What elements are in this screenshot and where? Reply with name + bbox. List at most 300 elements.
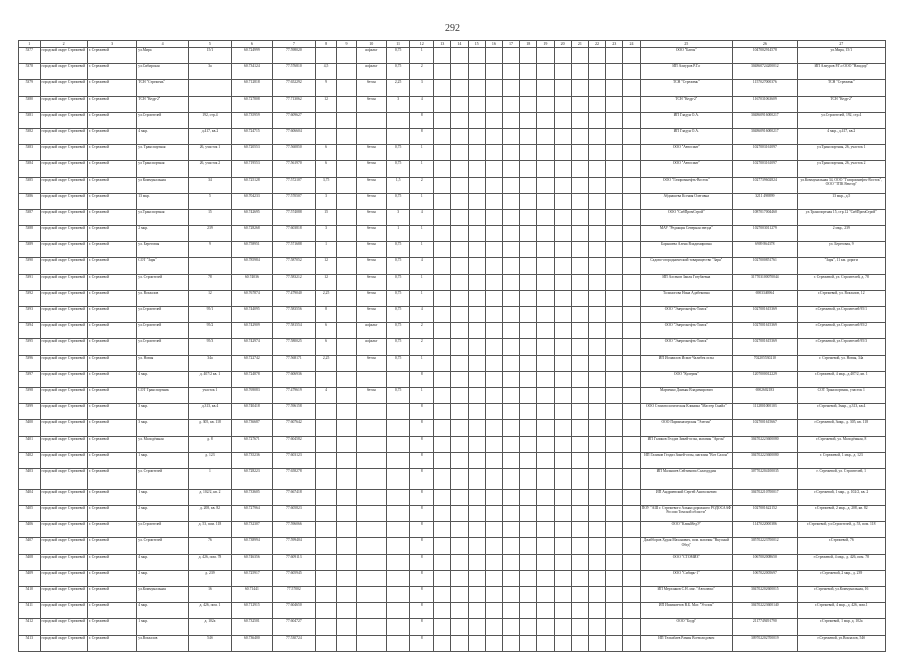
table-cell [485, 635, 502, 651]
column-number-header: 24 [623, 41, 640, 48]
table-cell: 3 [410, 80, 434, 96]
table-cell [315, 371, 337, 387]
table-cell: ул. Транспортная [137, 145, 189, 161]
table-cell [468, 96, 485, 112]
table-cell [623, 48, 640, 64]
table-cell [451, 161, 468, 177]
table-cell: 5393 [19, 307, 41, 323]
table-cell: 0,75 [386, 48, 410, 64]
table-cell [315, 436, 337, 452]
registry-table [18, 40, 886, 652]
table-cell: городской округ Стрежевой [40, 538, 87, 554]
table-cell: 1 [410, 242, 434, 258]
table-cell [356, 420, 386, 436]
table-cell: 192, стр.4 [188, 112, 231, 128]
table-cell [337, 145, 356, 161]
table-cell [356, 452, 386, 468]
table-cell: 0,75 [386, 339, 410, 355]
table-cell [520, 489, 537, 505]
table-cell [623, 145, 640, 161]
table-cell [502, 420, 519, 436]
table-cell: г. Стрежевой [87, 603, 136, 619]
table-cell: д. 426, пом. 1 [188, 603, 231, 619]
table-cell: 60.74036 [231, 274, 272, 290]
table-row [19, 587, 886, 603]
table-cell: ООО "КлинМедЭ" [640, 522, 733, 538]
table-cell [520, 355, 537, 371]
table-cell [434, 307, 451, 323]
table-cell [606, 161, 623, 177]
table-cell [434, 80, 451, 96]
table-cell [520, 128, 537, 144]
table-cell [588, 506, 605, 522]
table-row [19, 290, 886, 306]
table-cell [537, 387, 554, 403]
table-cell: 2117749491790 [733, 619, 798, 635]
table-cell [468, 339, 485, 355]
table-cell [537, 96, 554, 112]
table-cell [468, 307, 485, 323]
table-cell [588, 468, 605, 489]
table-cell [315, 554, 337, 570]
table-cell [337, 538, 356, 554]
table-cell [606, 489, 623, 505]
table-cell: г. Стрежевой [87, 307, 136, 323]
table-cell [554, 371, 571, 387]
table-cell [520, 307, 537, 323]
table-cell [537, 177, 554, 193]
table-cell [502, 64, 519, 80]
table-cell: 1027001615369 [733, 323, 798, 339]
table-cell [571, 404, 588, 420]
table-cell [606, 468, 623, 489]
table-cell: городской округ Стрежевой [40, 506, 87, 522]
table-cell: 95/3 [188, 339, 231, 355]
table-cell: 309702202700019 [733, 635, 798, 651]
table-cell: г. Стрежевой [87, 587, 136, 603]
table-cell [537, 209, 554, 225]
table-cell [606, 290, 623, 306]
table-cell [537, 145, 554, 161]
table-cell: 77.576810 [272, 64, 315, 80]
table-cell [434, 290, 451, 306]
table-row [19, 387, 886, 403]
table-cell [520, 554, 537, 570]
column-number-header: 3 [87, 41, 136, 48]
table-cell [520, 570, 537, 586]
table-row [19, 522, 886, 538]
table-cell: 5377 [19, 48, 41, 64]
table-cell: 60.727671 [231, 436, 272, 452]
table-cell [537, 570, 554, 586]
table-cell [502, 48, 519, 64]
table-cell [386, 554, 410, 570]
table-cell [554, 177, 571, 193]
table-cell: 1157027000376 [733, 80, 798, 96]
table-cell: 77.572107 [272, 177, 315, 193]
table-cell: 77.479040 [272, 290, 315, 306]
table-cell: 3,75 [315, 177, 337, 193]
column-number-header-row [19, 41, 886, 48]
table-cell [502, 177, 519, 193]
table-cell [520, 452, 537, 468]
table-cell: 304702202600015 [733, 587, 798, 603]
table-cell: ООО "Газпромнефть-Восток" [640, 177, 733, 193]
table-cell: ООО "Энергонефть-Томск" [640, 307, 733, 323]
table-cell: 305702223700012 [733, 538, 798, 554]
table-cell: городской округ Стрежевой [40, 355, 87, 371]
table-cell: ул.Транспортная 15, стр.12 "СибПромСтрой" [797, 209, 885, 225]
table-cell [356, 404, 386, 420]
table-cell [337, 587, 356, 603]
table-cell [502, 242, 519, 258]
table-cell [434, 193, 451, 209]
table-cell [485, 603, 502, 619]
table-cell: ул. Строителей [137, 538, 189, 554]
table-cell: городской округ Стрежевой [40, 177, 87, 193]
table-cell: г.Стрежевой, ул. Молодёжная, 8 [797, 436, 885, 452]
table-cell [571, 570, 588, 586]
table-cell [451, 64, 468, 80]
table-cell [451, 452, 468, 468]
table-row [19, 436, 886, 452]
table-cell: 5396 [19, 355, 41, 371]
table-cell [451, 635, 468, 651]
table-cell [468, 242, 485, 258]
table-cell [554, 48, 571, 64]
table-cell: 8 [410, 404, 434, 420]
table-cell [468, 209, 485, 225]
table-cell: городской округ Стрежевой [40, 404, 87, 420]
table-cell [434, 538, 451, 554]
table-cell [606, 258, 623, 274]
table-cell: г. Стрежевой [87, 161, 136, 177]
table-cell [554, 161, 571, 177]
table-cell [337, 161, 356, 177]
table-cell: 4,5 [315, 64, 337, 80]
table-cell [588, 177, 605, 193]
table-cell [554, 80, 571, 96]
table-cell [337, 371, 356, 387]
table-cell: г.Стрежевой, ул.Строителей, д. 53, пом. 118 [797, 522, 885, 538]
table-cell: 8 [410, 128, 434, 144]
table-cell: г.Стрежевой, 3мкр., д. 305, кв. 118 [797, 420, 885, 436]
table-cell: д. 8 [188, 436, 231, 452]
table-cell: 304860916000217 [733, 112, 798, 128]
table-cell [468, 603, 485, 619]
table-cell: 0,75 [386, 323, 410, 339]
table-cell: бетон [356, 307, 386, 323]
table-cell: г. Стрежевой [87, 452, 136, 468]
table-cell: ТСН "Стрежень" [797, 80, 885, 96]
table-cell: 5389 [19, 242, 41, 258]
table-cell: ООО Парикмахерская "Элегия" [640, 420, 733, 436]
table-cell: ИП Мерзляков С.Н. маг. "Автолюкс" [640, 587, 733, 603]
table-row [19, 355, 886, 371]
table-cell [623, 404, 640, 420]
table-cell [571, 307, 588, 323]
table-cell: д. 102а [188, 619, 231, 635]
table-cell [537, 242, 554, 258]
table-cell [623, 570, 640, 586]
table-cell [571, 452, 588, 468]
table-cell: 60.785984 [231, 258, 272, 274]
table-cell: г. Стрежевой [87, 339, 136, 355]
table-cell [623, 177, 640, 193]
table-cell [451, 355, 468, 371]
table-cell: ул. Новая [137, 355, 189, 371]
table-cell [337, 635, 356, 651]
table-cell [606, 506, 623, 522]
table-cell: городской округ Стрежевой [40, 290, 87, 306]
table-cell: 60.740418 [231, 404, 272, 420]
table-cell [434, 64, 451, 80]
table-cell: 60.735236 [231, 452, 272, 468]
table-cell: бетон [356, 290, 386, 306]
table-cell [571, 161, 588, 177]
table-cell [537, 355, 554, 371]
table-cell [502, 226, 519, 242]
table-cell [520, 420, 537, 436]
table-cell: городской округ Стрежевой [40, 522, 87, 538]
table-cell [434, 161, 451, 177]
table-cell [520, 619, 537, 635]
table-cell [356, 128, 386, 144]
table-cell: 12 [315, 274, 337, 290]
table-cell [606, 48, 623, 64]
table-cell: городской округ Стрежевой [40, 587, 87, 603]
table-cell: ООО "Сибирь-1" [640, 570, 733, 586]
table-cell: ТСН "Стрежень" [640, 80, 733, 96]
table-cell: г. Стрежевой [87, 506, 136, 522]
table-row [19, 404, 886, 420]
table-cell [468, 177, 485, 193]
table-cell [337, 242, 356, 258]
table-cell: 8 [410, 603, 434, 619]
table-cell [520, 112, 537, 128]
table-cell: 4 мкр., д.417, кв.2 [797, 128, 885, 144]
table-cell: 60.733605 [231, 489, 272, 505]
table-cell: 77.605945 [272, 570, 315, 586]
column-number-header: 5 [188, 41, 231, 48]
table-cell [554, 64, 571, 80]
table-cell [520, 339, 537, 355]
table-cell [434, 339, 451, 355]
table-cell: 5378 [19, 64, 41, 80]
table-cell [451, 387, 468, 403]
table-cell: ИП Галиков Гелдиз Зикей-оглы, магазин "Вот Салон" [640, 452, 733, 468]
table-cell [537, 603, 554, 619]
table-cell [537, 468, 554, 489]
table-cell [451, 226, 468, 242]
table-cell: 77.571688 [272, 242, 315, 258]
table-cell: г. Стрежевой [87, 355, 136, 371]
table-cell: 1 [386, 226, 410, 242]
table-cell [386, 522, 410, 538]
table-cell: Джабборов Худая Маханович, пом. магазин "Вкусный Обед" [640, 538, 733, 554]
table-cell: ООО "Автосинт" [640, 145, 733, 161]
table-cell [571, 587, 588, 603]
table-cell: г. Стрежевой [87, 468, 136, 489]
table-cell [571, 603, 588, 619]
table-cell [588, 274, 605, 290]
table-cell [588, 404, 605, 420]
table-cell [468, 355, 485, 371]
table-cell [606, 436, 623, 452]
table-cell [434, 355, 451, 371]
table-cell: г. Стрежевой [87, 436, 136, 452]
table-cell: 34а [188, 355, 231, 371]
table-cell [485, 128, 502, 144]
table-cell: ул.Строителей [137, 112, 189, 128]
table-cell: 1027739602824 [733, 177, 798, 193]
table-cell [337, 226, 356, 242]
table-cell [485, 554, 502, 570]
table-cell [623, 274, 640, 290]
table-cell [451, 128, 468, 144]
table-cell [485, 226, 502, 242]
table-cell: 60.738994 [231, 538, 272, 554]
table-cell [623, 355, 640, 371]
table-cell: городской округ Стрежевой [40, 226, 87, 242]
table-cell: 60.728223 [231, 468, 272, 489]
table-cell: 5384 [19, 161, 41, 177]
table-cell [554, 193, 571, 209]
table-cell [315, 468, 337, 489]
table-cell [337, 619, 356, 635]
table-cell [623, 323, 640, 339]
table-cell: г. Стрежевой [87, 209, 136, 225]
table-cell: асфальт [356, 48, 386, 64]
table-cell: 5380 [19, 96, 41, 112]
table-cell: 5387 [19, 209, 41, 225]
table-row [19, 48, 886, 64]
table-cell: 8 [410, 635, 434, 651]
table-cell: 3 мкр. [137, 404, 189, 420]
table-cell [606, 145, 623, 161]
table-cell: д. 102/2, кв. 2 [188, 489, 231, 505]
table-cell: 4 [315, 387, 337, 403]
table-cell [337, 522, 356, 538]
table-cell [554, 404, 571, 420]
table-cell: 5404 [19, 489, 41, 505]
table-cell [554, 323, 571, 339]
table-cell: 5382 [19, 128, 41, 144]
table-cell: 0,75 [386, 258, 410, 274]
table-row [19, 570, 886, 586]
table-cell [588, 452, 605, 468]
column-number-header: 14 [451, 41, 468, 48]
table-cell [337, 193, 356, 209]
table-cell: городской округ Стрежевой [40, 274, 87, 290]
table-cell: 60.742695 [231, 209, 272, 225]
table-cell [606, 80, 623, 96]
table-cell [588, 339, 605, 355]
table-cell: 77.561970 [272, 161, 315, 177]
table-cell [315, 48, 337, 64]
table-cell [485, 64, 502, 80]
table-cell [451, 371, 468, 387]
table-row [19, 635, 886, 651]
table-cell [588, 80, 605, 96]
table-cell: 77.583556 [272, 307, 315, 323]
table-cell: 60.725917 [231, 570, 272, 586]
table-cell: городской округ Стрежевой [40, 619, 87, 635]
table-cell [502, 635, 519, 651]
table-cell: д. 426, пом. 78 [188, 554, 231, 570]
table-cell [485, 307, 502, 323]
table-cell: г. Стрежевой [87, 128, 136, 144]
table-cell: 5408 [19, 554, 41, 570]
table-cell [571, 339, 588, 355]
table-cell [537, 635, 554, 651]
table-cell [315, 489, 337, 505]
table-cell: 13 мкр. [137, 193, 189, 209]
table-cell [337, 506, 356, 522]
table-cell [502, 193, 519, 209]
table-cell [623, 226, 640, 242]
table-cell [502, 371, 519, 387]
table-cell [554, 307, 571, 323]
table-cell: 8 [315, 307, 337, 323]
table-cell: 12 [315, 96, 337, 112]
table-cell [315, 112, 337, 128]
table-cell: 60.725128 [231, 177, 272, 193]
table-cell [606, 339, 623, 355]
table-cell [588, 554, 605, 570]
table-cell: городской округ Стрежевой [40, 339, 87, 355]
table-cell: 60.724878 [231, 371, 272, 387]
table-cell [554, 587, 571, 603]
table-cell [520, 96, 537, 112]
table-cell [502, 80, 519, 96]
table-cell [588, 290, 605, 306]
table-cell [356, 436, 386, 452]
table-cell: 77.604582 [272, 436, 315, 452]
table-cell: 8 [410, 538, 434, 554]
table-cell [468, 258, 485, 274]
table-cell [571, 619, 588, 635]
table-cell [337, 554, 356, 570]
table-cell: 9 [315, 80, 337, 96]
table-cell [588, 226, 605, 242]
table-cell: 2 [410, 339, 434, 355]
table-cell [606, 570, 623, 586]
table-cell [537, 452, 554, 468]
table-cell: 1207000012229 [733, 371, 798, 387]
table-cell: 77.574088 [272, 209, 315, 225]
table-cell: 60.746356 [231, 554, 272, 570]
table-cell [337, 355, 356, 371]
table-cell [502, 209, 519, 225]
table-cell: г.Стрежевой, 76 [797, 538, 885, 554]
table-cell: городской округ Стрежевой [40, 570, 87, 586]
table-cell: 77.598020 [272, 48, 315, 64]
table-cell: Тольмогова Нина Адабековна [640, 290, 733, 306]
table-cell: 8 [410, 489, 434, 505]
table-cell: городской округ Стрежевой [40, 161, 87, 177]
table-cell: 2 мкр. [137, 226, 189, 242]
table-cell: г. Стрежевой [87, 489, 136, 505]
table-cell: бетон [356, 161, 386, 177]
table-cell: ИП Андриевский Сергей Анатольевич [640, 489, 733, 505]
table-cell: 5405 [19, 506, 41, 522]
table-cell: 2,25 [315, 290, 337, 306]
table-cell: городской округ Стрежевой [40, 209, 87, 225]
table-cell: 4 [410, 258, 434, 274]
table-cell: 26, участок 1 [188, 145, 231, 161]
table-cell: 3 мкр. [137, 420, 189, 436]
